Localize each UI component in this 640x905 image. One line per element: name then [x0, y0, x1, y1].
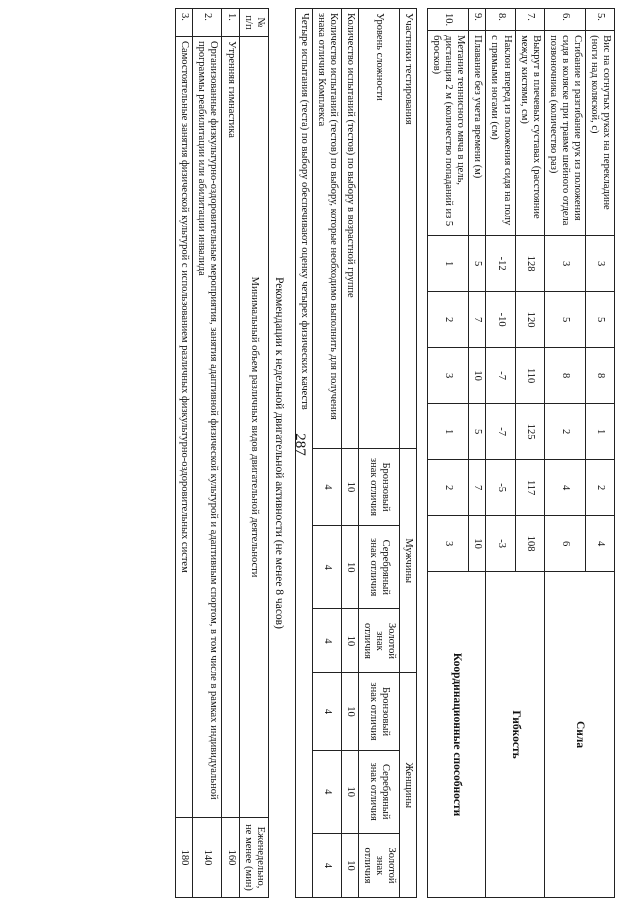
men-gold: 8 — [585, 347, 614, 403]
col-time-header: Еженедельно, не менее (мин) — [239, 817, 268, 897]
value-cell: 10 — [341, 448, 358, 525]
men-silver: -10 — [486, 291, 515, 347]
page-number: 287 — [291, 433, 308, 456]
table-row — [222, 8, 239, 897]
men-silver: 120 — [515, 291, 544, 347]
table-row — [239, 8, 268, 897]
men-bronze: 128 — [515, 235, 544, 291]
men-gold: 10 — [469, 347, 486, 403]
men-gold: 3 — [428, 347, 469, 403]
summary-note: Четыре испытания (теста) по выбору обеспечивают оценку четырех физических качеств — [295, 8, 312, 897]
test-name: Вис на согнутых руках на перекладине (ноги над коляской, с) — [585, 30, 614, 235]
test-num: 6. — [544, 8, 585, 30]
value-cell: 4 — [312, 608, 341, 672]
men-header: Мужчины — [400, 448, 417, 672]
tests-table — [427, 8, 615, 898]
rec-num: 2. — [193, 8, 222, 36]
table-row — [400, 8, 417, 897]
women-gold: 108 — [515, 515, 544, 571]
recommendations-title: Рекомендации к недельной двигательной активности (не менее 8 часов) — [272, 276, 285, 629]
rec-time: 180 — [176, 817, 193, 897]
women-gold: 6 — [544, 515, 585, 571]
category-coordination: Координационные способности — [428, 571, 486, 897]
table-row — [295, 8, 312, 897]
badge-silver: Серебряный знак отличия — [358, 750, 399, 833]
women-bronze: -7 — [486, 403, 515, 459]
value-cell: 10 — [341, 833, 358, 897]
participants-label: Участники тестирования — [400, 8, 417, 448]
value-cell: 4 — [312, 750, 341, 833]
table-row — [176, 8, 193, 897]
badge-silver: Серебряный знак отличия — [358, 525, 399, 608]
men-silver: 2 — [428, 291, 469, 347]
level-label: Уровень сложности — [358, 8, 399, 448]
row-label: Количество испытаний (тестов) по выбору в возрастной группе — [341, 8, 358, 448]
col-name-header: Минимальный объем различных видов двигательной деятельности — [239, 36, 268, 817]
test-num: 7. — [515, 8, 544, 30]
table-row — [341, 8, 358, 897]
women-header: Женщины — [400, 672, 417, 897]
rec-time: 160 — [222, 817, 239, 897]
rec-time: 140 — [193, 817, 222, 897]
women-bronze: 2 — [544, 403, 585, 459]
value-cell: 4 — [312, 448, 341, 525]
men-gold: 8 — [544, 347, 585, 403]
rec-name: Самостоятельные занятия физической культурой с использованием различных физкультурно-оздоровительных систем — [176, 36, 193, 817]
women-gold: 10 — [469, 515, 486, 571]
test-num: 5. — [585, 8, 614, 30]
test-num: 8. — [486, 8, 515, 30]
women-silver: 2 — [428, 459, 469, 515]
value-cell: 10 — [341, 750, 358, 833]
badge-bronze: Бронзовый знак отличия — [358, 448, 399, 525]
col-num-header: № п/п — [239, 8, 268, 36]
men-bronze: 5 — [469, 235, 486, 291]
table-row — [312, 8, 341, 897]
badge-gold: Золотой знак отличия — [358, 608, 399, 672]
men-silver: 5 — [585, 291, 614, 347]
test-num: 10. — [428, 8, 469, 30]
men-silver: 5 — [544, 291, 585, 347]
value-cell: 10 — [341, 525, 358, 608]
value-cell: 10 — [341, 672, 358, 749]
women-bronze: 1 — [585, 403, 614, 459]
men-silver: 7 — [469, 291, 486, 347]
table-row — [469, 8, 486, 897]
rec-num: 3. — [176, 8, 193, 36]
women-bronze: 5 — [469, 403, 486, 459]
table-row — [358, 8, 399, 897]
women-gold: 4 — [585, 515, 614, 571]
row-label: Количество испытаний (тестов) по выбору, которые необходимо выполнить для получения знака отличия Комплекса — [312, 8, 341, 448]
test-num: 9. — [469, 8, 486, 30]
women-silver: 2 — [585, 459, 614, 515]
men-bronze: 1 — [428, 235, 469, 291]
men-bronze: 3 — [544, 235, 585, 291]
women-silver: -5 — [486, 459, 515, 515]
women-gold: 3 — [428, 515, 469, 571]
table-row — [585, 8, 614, 897]
category-strength: Сила — [544, 571, 614, 897]
women-gold: -3 — [486, 515, 515, 571]
rec-name: Организованные физкультурно-оздоровительные мероприятия, занятия адаптивной физической культурой и адаптивным спортом, в том числе в рамках индивидуальной программы реабилитации или абилитации инвалида — [193, 36, 222, 817]
women-bronze: 1 — [428, 403, 469, 459]
test-name: Сгибание и разгибание рук из положения сидя в коляске при травме шейного отдела позвоночника (количество раз) — [544, 30, 585, 235]
men-bronze: 3 — [585, 235, 614, 291]
recommendations-table — [175, 8, 268, 898]
women-silver: 117 — [515, 459, 544, 515]
rec-name: Утренняя гимнастика — [222, 36, 239, 817]
value-cell: 4 — [312, 672, 341, 749]
men-gold: 110 — [515, 347, 544, 403]
table-row — [515, 8, 544, 897]
table-row — [193, 8, 222, 897]
women-bronze: 125 — [515, 403, 544, 459]
men-bronze: -12 — [486, 235, 515, 291]
value-cell: 4 — [312, 525, 341, 608]
value-cell: 4 — [312, 833, 341, 897]
badge-gold: Золотой знак отличия — [358, 833, 399, 897]
summary-table — [295, 8, 418, 898]
women-silver: 7 — [469, 459, 486, 515]
test-name: Метание теннисного мяча в цель, дистанция 2 м (количество попаданий из 5 бросков) — [428, 30, 469, 235]
test-name: Наклон вперед из положения сидя на полу с прямыми ногами (см) — [486, 30, 515, 235]
rec-num: 1. — [222, 8, 239, 36]
test-name: Выкрут в плечевых суставах (расстояние между кистями, см) — [515, 30, 544, 235]
rotated-page-content — [25, 8, 615, 898]
women-silver: 4 — [544, 459, 585, 515]
test-name: Плавание без учета времени (м) — [469, 30, 486, 235]
value-cell: 10 — [341, 608, 358, 672]
category-flexibility: Гибкость — [486, 571, 544, 897]
badge-bronze: Бронзовый знак отличия — [358, 672, 399, 749]
men-gold: -7 — [486, 347, 515, 403]
